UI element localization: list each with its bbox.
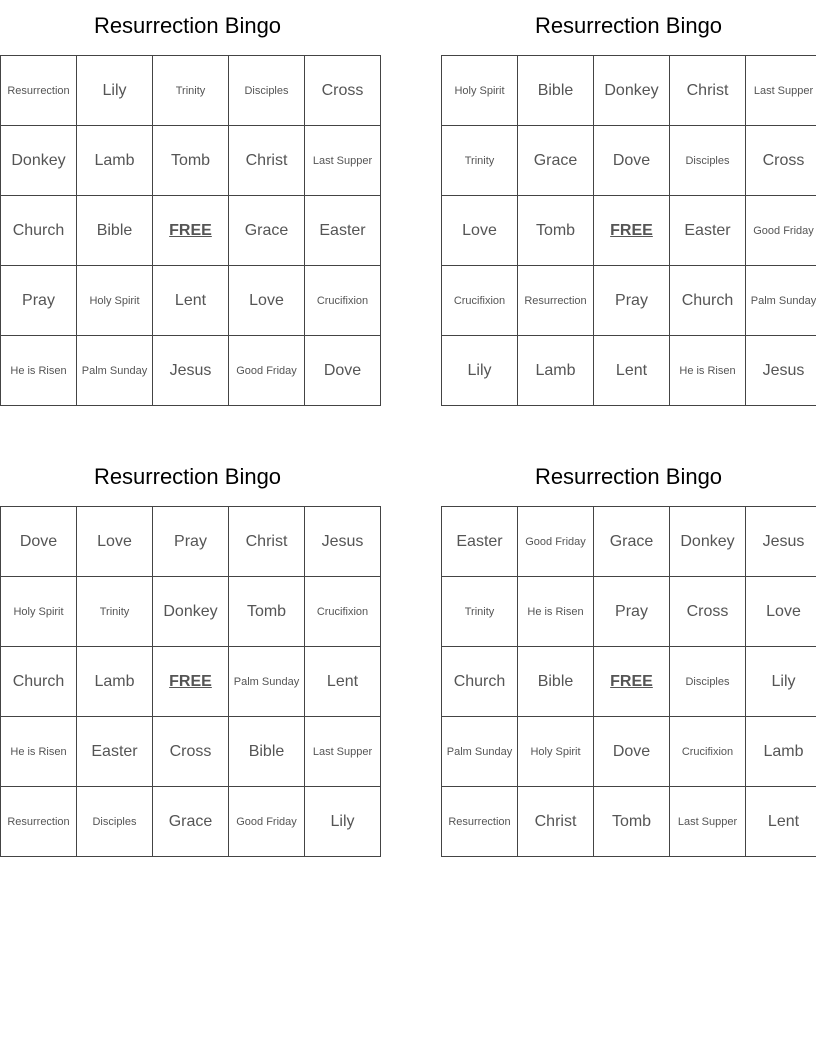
free-space: FREE [153,196,229,266]
card-title: Resurrection Bingo [534,464,723,489]
bingo-cell: Lamb [746,717,816,787]
bingo-cell: Grace [153,787,229,857]
card-title: Resurrection Bingo [93,464,282,489]
bingo-cell: Lily [305,787,381,857]
bingo-cell: Bible [518,56,594,126]
bingo-cell: Palm Sunday [229,647,305,717]
grid-row [1,577,381,647]
bingo-cell: He is Risen [1,336,77,406]
bingo-cell: Holy Spirit [442,56,518,126]
grid-row [442,717,816,787]
bingo-cell: Crucifixion [442,266,518,336]
bingo-cell: Christ [229,507,305,577]
bingo-cell: Holy Spirit [77,266,153,336]
grid-row [442,56,816,126]
grid-row [442,647,816,717]
bingo-cell: Lily [746,647,816,717]
bingo-cell: Pray [594,266,670,336]
bingo-cell: Holy Spirit [1,577,77,647]
grid-row [442,336,816,406]
grid-row [1,507,381,577]
bingo-cell: Grace [518,126,594,196]
bingo-cell: Bible [77,196,153,266]
bingo-cell: Christ [518,787,594,857]
bingo-cell: Disciples [77,787,153,857]
bingo-cell: Trinity [442,126,518,196]
bingo-grid [441,55,816,406]
bingo-cell: Jesus [746,336,816,406]
bingo-cell: Easter [77,717,153,787]
grid-row [442,507,816,577]
bingo-cell: Christ [670,56,746,126]
bingo-grid [0,55,381,406]
bingo-cell: Donkey [594,56,670,126]
card-title: Resurrection Bingo [93,13,282,38]
bingo-cell: Resurrection [1,56,77,126]
bingo-cell: Good Friday [229,336,305,406]
bingo-cell: Lamb [518,336,594,406]
card-title: Resurrection Bingo [534,13,723,38]
bingo-cell: He is Risen [518,577,594,647]
bingo-cell: Good Friday [746,196,816,266]
bingo-cell: Lamb [77,647,153,717]
bingo-cell: Bible [518,647,594,717]
grid-row [1,126,381,196]
bingo-cell: Jesus [305,507,381,577]
bingo-cell: Disciples [229,56,305,126]
bingo-cell: Lily [77,56,153,126]
bingo-cell: Dove [594,717,670,787]
bingo-cell: Dove [1,507,77,577]
bingo-cell: Last Supper [305,126,381,196]
bingo-cell: Pray [1,266,77,336]
bingo-cell: Church [1,196,77,266]
bingo-cell: Pray [153,507,229,577]
bingo-cell: Lent [594,336,670,406]
bingo-cell: Cross [305,56,381,126]
bingo-cell: Grace [229,196,305,266]
bingo-card-2 [441,0,816,406]
free-space: FREE [594,647,670,717]
bingo-cell: Easter [442,507,518,577]
bingo-cell: Church [442,647,518,717]
bingo-cell: Church [1,647,77,717]
grid-row [1,196,381,266]
bingo-cell: Christ [229,126,305,196]
grid-row [442,577,816,647]
bingo-cell: He is Risen [670,336,746,406]
bingo-cell: Dove [594,126,670,196]
bingo-cell: Lily [442,336,518,406]
bingo-cell: Disciples [670,647,746,717]
bingo-cell: Love [746,577,816,647]
bingo-cell: Jesus [746,507,816,577]
bingo-cell: Donkey [1,126,77,196]
bingo-cell: Donkey [153,577,229,647]
bingo-cell: Donkey [670,507,746,577]
bingo-card-3 [0,451,375,857]
grid-row [1,266,381,336]
bingo-cell: Bible [229,717,305,787]
bingo-cell: Resurrection [518,266,594,336]
free-space: FREE [153,647,229,717]
bingo-cell: Tomb [518,196,594,266]
bingo-cell: Good Friday [518,507,594,577]
grid-row [1,56,381,126]
bingo-grid [441,506,816,857]
bingo-cell: Last Supper [746,56,816,126]
grid-row [442,196,816,266]
bingo-cell: Disciples [670,126,746,196]
bingo-cell: Trinity [153,56,229,126]
bingo-grid [0,506,381,857]
bingo-cell: Lent [305,647,381,717]
grid-row [1,787,381,857]
bingo-cell: Tomb [153,126,229,196]
bingo-cell: Cross [153,717,229,787]
bingo-cell: Easter [305,196,381,266]
bingo-cell: Jesus [153,336,229,406]
bingo-cell: Resurrection [442,787,518,857]
bingo-cell: Good Friday [229,787,305,857]
grid-row [442,126,816,196]
bingo-cell: Grace [594,507,670,577]
bingo-cell: Lent [153,266,229,336]
bingo-cell: Trinity [77,577,153,647]
bingo-cell: Crucifixion [305,577,381,647]
bingo-cell: Crucifixion [305,266,381,336]
bingo-cell: Cross [746,126,816,196]
bingo-card-1 [0,0,375,406]
bingo-cell: Palm Sunday [77,336,153,406]
bingo-cell: Church [670,266,746,336]
grid-row [1,647,381,717]
grid-row [442,266,816,336]
bingo-cell: Holy Spirit [518,717,594,787]
bingo-cell: Love [442,196,518,266]
grid-row [442,787,816,857]
bingo-cell: Lamb [77,126,153,196]
bingo-cell: Dove [305,336,381,406]
grid-row [1,717,381,787]
bingo-cell: Tomb [229,577,305,647]
bingo-cell: Palm Sunday [746,266,816,336]
free-space: FREE [594,196,670,266]
bingo-cell: Cross [670,577,746,647]
bingo-card-4 [441,451,816,857]
bingo-cell: Love [229,266,305,336]
bingo-cell: Pray [594,577,670,647]
bingo-cell: Last Supper [305,717,381,787]
grid-row [1,336,381,406]
bingo-cell: Lent [746,787,816,857]
bingo-cell: Love [77,507,153,577]
bingo-cell: Last Supper [670,787,746,857]
bingo-cell: He is Risen [1,717,77,787]
bingo-cell: Crucifixion [670,717,746,787]
bingo-cell: Trinity [442,577,518,647]
bingo-cell: Easter [670,196,746,266]
bingo-cell: Tomb [594,787,670,857]
bingo-cell: Resurrection [1,787,77,857]
bingo-cell: Palm Sunday [442,717,518,787]
